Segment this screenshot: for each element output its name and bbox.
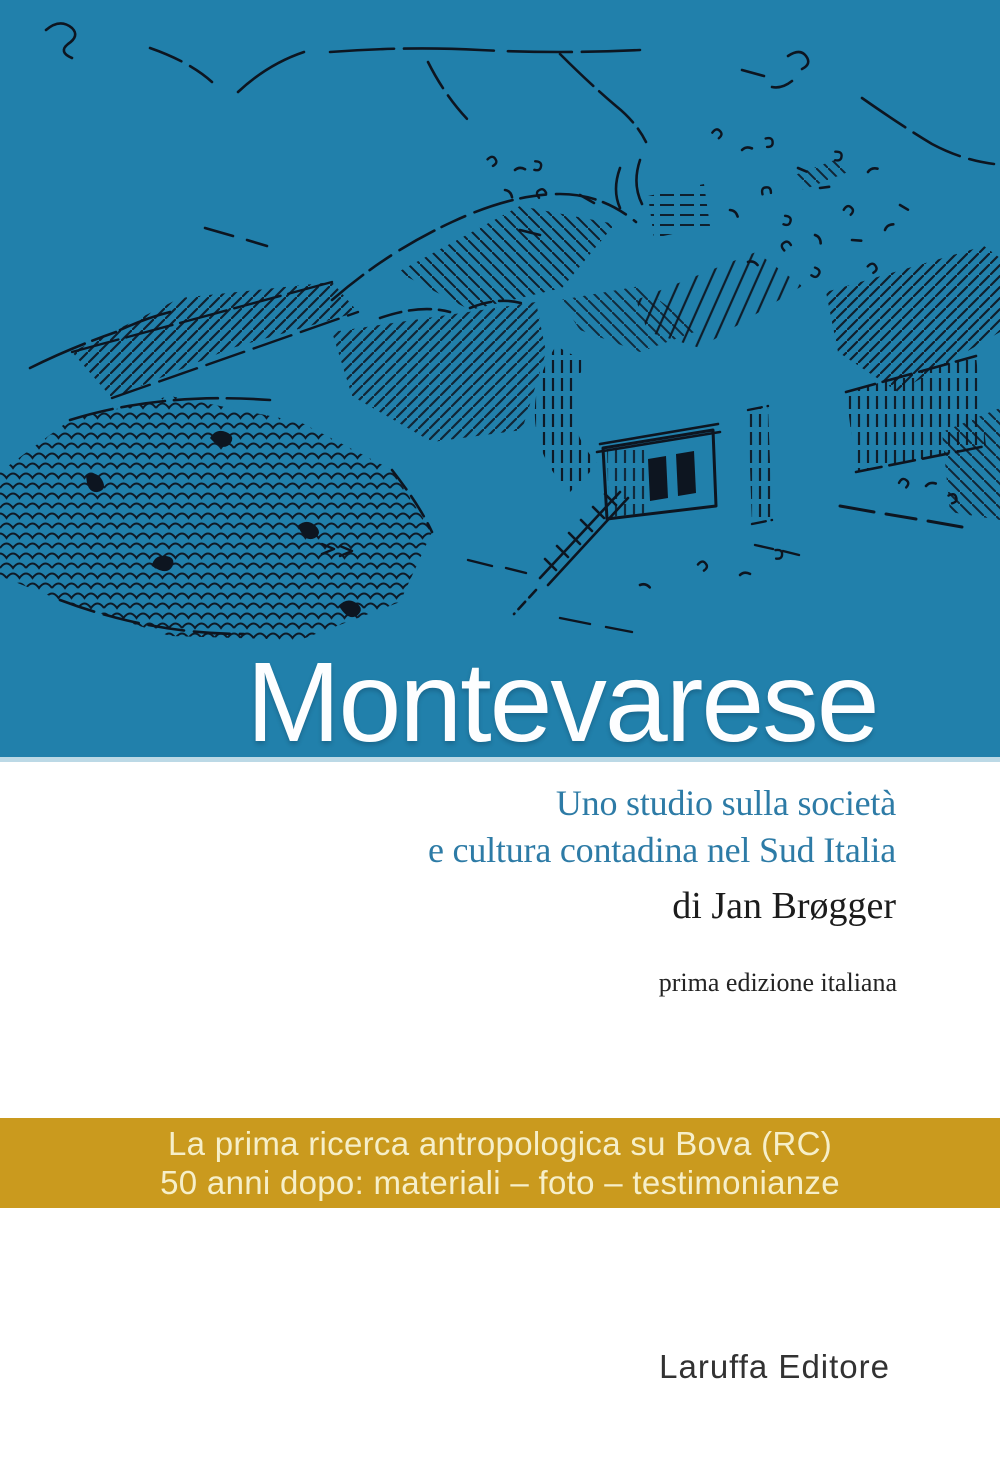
subtitle-line-1: Uno studio sulla società (555, 783, 896, 823)
subtitle (428, 780, 896, 874)
panel-bottom-stripe (0, 757, 1000, 762)
book-title: Montevarese (246, 639, 878, 757)
publisher-name: Laruffa Editore (659, 1348, 890, 1385)
village-sketch-illustration (0, 0, 1000, 645)
subtitle-line-2: e cultura contadina nel Sud Italia (427, 830, 896, 870)
banner-line-2: 50 anni dopo: materiali – foto – testimonianze (160, 1164, 840, 1201)
author-line: di Jan Brøgger (672, 885, 896, 927)
info-banner (0, 1118, 1000, 1208)
edition-note: prima edizione italiana (658, 968, 897, 997)
banner-line-1: La prima ricerca antropologica su Bova (RC) (167, 1125, 832, 1162)
